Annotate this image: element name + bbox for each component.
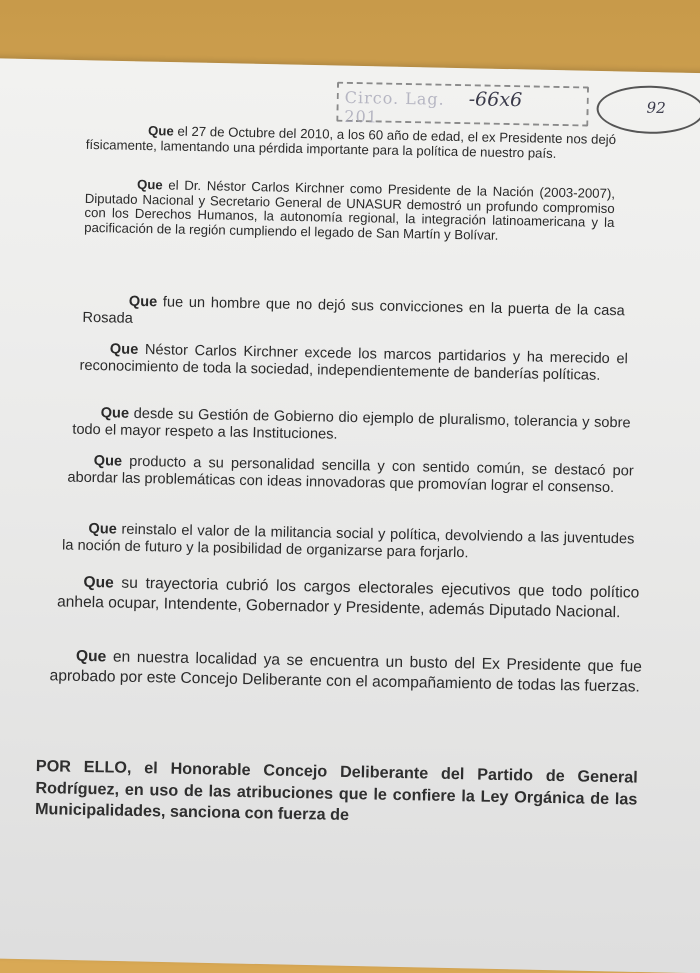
paragraph-text: su trayectoria cubrió los cargos electorales ejecutivos que todo político anhela ocupar, Intendente, Gobernador y Presidente, además Diputado Nacional. [56,574,640,622]
paragraph-lead: Que [136,176,163,193]
paragraph-5 [72,405,631,450]
paragraph-1 [86,123,616,162]
paragraph-text: desde su Gestión de Gobierno dio ejemplo de pluralismo, tolerancia y sobre todo el mayor respeto a las Instituciones. [72,405,631,443]
paragraph-text: reinstalo el valor de la militancia social y política, devolviendo a las juventudes la noción de futuro y la posibilidad de organizarse para forjarlo. [61,521,635,562]
paragraph-text: fue un hombre que no dejó sus convicciones en la puerta de la casa Rosada [82,294,625,327]
paragraph-2 [84,177,615,246]
paragraph-lead: Que [128,293,158,311]
paragraph-lead: Que [93,453,123,470]
paragraph-lead: Que [88,520,117,538]
folio-number: 92 [646,98,666,117]
paragraph-text: el Dr. Néstor Carlos Kirchner como Presidente de la Nación (2003-2007), Diputado Nacional y Secretario General de UNASUR demostró un profundo compromiso con los Derechos Humanos, la autonomía regional, la integración latinoamericana y la pacificación de la región cumpliendo el legado de San Martín y Bolívar. [84,177,616,243]
closing-paragraph: POR ELLO, el Honorable Concejo Deliberante del Partido de General Rodríguez, en uso de las atribuciones que le confiere la Ley Orgánica de las Municipalidades, sanciona con fuerza de [34,757,638,825]
stamp-faint-text: Circo. Lag. 201 [344,87,445,127]
paragraph-8 [57,572,640,623]
paragraph-text: Néstor Carlos Kirchner excede los marcos partidarios y ha merecido el reconocimiento de toda la sociedad, independientemente de banderías políticas. [79,341,628,384]
paragraph-text: producto a su personalidad sencilla y con sentido común, se destacó por abordar las problemáticas con ideas innovadoras que promovían lograr el consenso. [67,453,634,497]
paragraph-text: el 27 de Octubre del 2010, a los 60 año de edad, el ex Presidente nos dejó físicamente, lamentando una pérdida importante para la política de nuestro país. [85,123,617,161]
paragraph-3 [82,293,625,337]
paragraph-lead: Que [100,405,130,422]
paragraph-lead: Que [147,123,174,139]
paragraph-lead: Que [83,573,114,592]
paragraph-9 [49,646,642,697]
paragraph-7 [62,520,635,565]
paragraph-lead: Que [75,647,107,666]
paragraph-text: en nuestra localidad ya se encuentra un busto del Ex Presidente que fue aprobado por este Concejo Deliberante con el acompañamiento de todas las fuerzas. [49,648,643,696]
expediente-number: -66x6 [468,88,523,112]
paragraph-6 [67,453,634,498]
paragraph-lead: Que [109,341,139,358]
paragraph-4 [79,341,628,386]
